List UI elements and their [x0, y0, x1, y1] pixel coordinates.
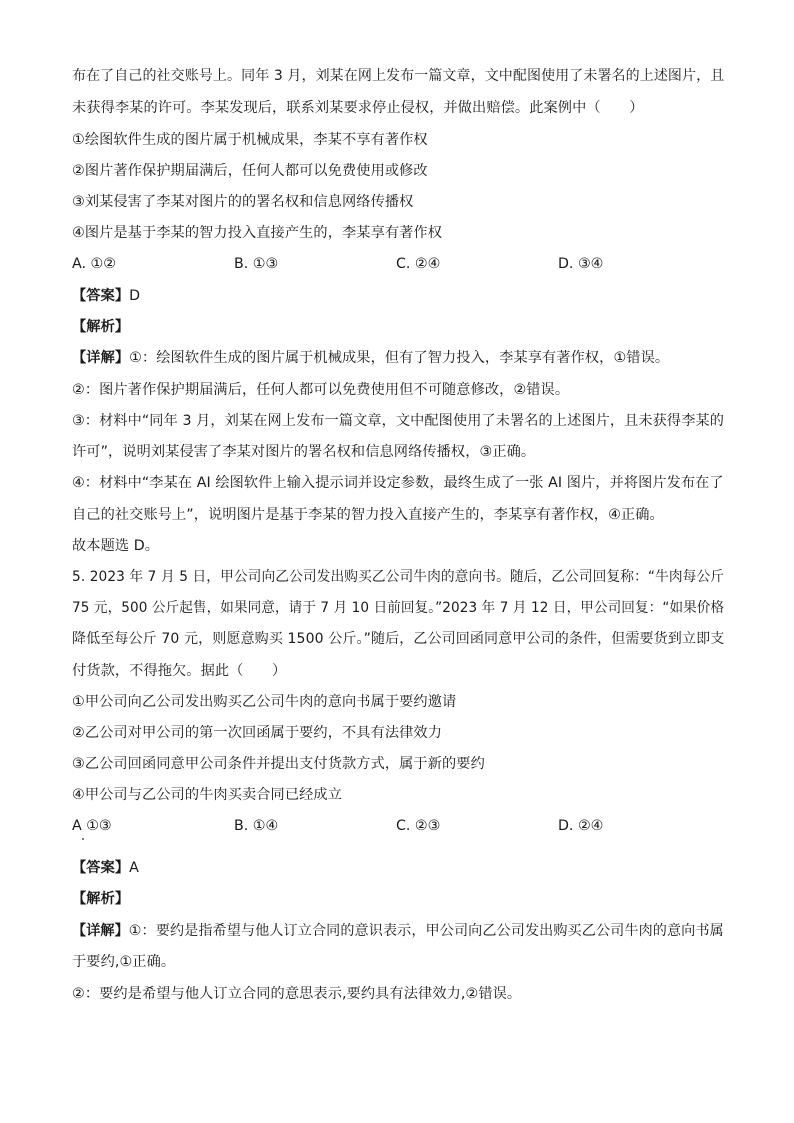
q5-detail-line-2: 于要约,①正确。 [72, 954, 176, 970]
stray-mark [82, 838, 84, 840]
q5-option-a: A ①③ [72, 818, 112, 834]
q4-analysis-label: 【解析】 [72, 319, 130, 335]
q4-analysis-tag [72, 317, 129, 337]
q4-detail-line-6: 自己的社交账号上”，说明图片是基于李某的智力投入直接产生的，李某享有著作权，④正确。 [72, 507, 664, 523]
q4-option-d: D. ③④ [558, 256, 604, 272]
q4-option-a: A. ①② [72, 256, 116, 272]
q4-stem-line-2: 未获得李某的许可。李某发现后，联系刘某要求停止侵权，并做出赔偿。此案例中（ ） [72, 100, 644, 116]
q4-statement-4: ④图片是基于李某的智力投入直接产生的，李某享有著作权 [72, 225, 443, 241]
q4-answer-value: D [129, 288, 141, 304]
q5-stem-line-1: 5. 2023 年 7 月 5 日，甲公司向乙公司发出购买乙公司牛肉的意向书。随后，乙公司回复称：“牛肉每公斤 [72, 569, 725, 585]
q5-answer [72, 858, 139, 878]
q5-statement-2: ②乙公司对甲公司的第一次回函属于要约，不具有法律效力 [72, 725, 443, 741]
q4-detail-text-1: ①：绘图软件生成的图片属于机械成果，但有了智力投入，李某享有著作权，①错误。 [129, 350, 670, 366]
q5-statement-3: ③乙公司回函同意甲公司条件并提出支付货款方式，属于新的要约 [72, 756, 485, 772]
q4-option-c: C. ②④ [396, 256, 441, 272]
q5-answer-value: A [129, 860, 139, 876]
q4-statement-1: ①绘图软件生成的图片属于机械成果，李某不享有著作权 [72, 132, 428, 148]
q5-detail-text-1: ①：要约是指希望与他人订立合同的意识表示，甲公司向乙公司发出购买乙公司牛肉的意向书属 [128, 923, 724, 939]
q5-option-b: B. ①④ [234, 818, 279, 834]
q5-answer-tag: 【答案】 [72, 860, 130, 876]
q5-stem-line-3: 降低至每公斤 70 元，则愿意购买 1500 公斤。”随后，乙公司回函同意甲公司的条件，但需要货到立即支 [72, 631, 725, 647]
q4-statement-3: ③刘某侵害了李某对图片的的署名权和信息网络传播权 [72, 194, 414, 210]
q5-statement-4: ④甲公司与乙公司的牛肉买卖合同已经成立 [72, 787, 342, 803]
q4-stem-line-1: 布在了自己的社交账号上。同年 3 月，刘某在网上发布一篇文章，文中配图使用了未署名的上述图片，且 [72, 68, 725, 84]
q5-detail-tag: 【详解】 [72, 923, 129, 939]
q4-statement-2: ②图片著作保护期届满后，任何人都可以免费使用或修改 [72, 163, 428, 179]
q5-detail-line-3: ②：要约是希望与他人订立合同的意思表示,要约具有法律效力,②错误。 [72, 986, 522, 1002]
q4-answer-tag: 【答案】 [72, 288, 130, 304]
q5-analysis-label: 【解析】 [72, 891, 130, 907]
q4-detail-line-1 [72, 348, 669, 368]
q4-detail-line-3: ③：材料中“同年 3 月，刘某在网上发布一篇文章，文中配图使用了未署名的上述图片，且未获得李某的 [72, 413, 725, 429]
q4-detail-line-4: 许可”，说明刘某侵害了李某对图片的署名权和信息网络传播权，③正确。 [72, 444, 536, 460]
q5-analysis-tag [72, 889, 129, 909]
q5-detail-line-1 [72, 921, 724, 941]
q4-detail-tag: 【详解】 [72, 350, 130, 366]
q5-stem-line-2: 75 元，500 公斤起售，如果同意，请于 7 月 10 日前回复。”2023 年 7 月 12 日，甲公司回复：“如果价格 [72, 600, 725, 616]
q4-detail-line-5: ④：材料中“李某在 AI 绘图软件上输入提示词并设定参数，最终生成了一张 AI 图片，并将图片发布在了 [72, 475, 724, 491]
q4-option-b: B. ①③ [234, 256, 279, 272]
q4-conclusion: 故本题选 D。 [72, 538, 160, 554]
q4-answer [72, 286, 140, 306]
q5-statement-1: ①甲公司向乙公司发出购买乙公司牛肉的意向书属于要约邀请 [72, 694, 457, 710]
q5-option-c: C. ②③ [396, 818, 441, 834]
q5-stem-line-4: 付货款，不得拖欠。据此（ ） [72, 663, 287, 679]
q4-detail-line-2: ②：图片著作保护期届满后，任何人都可以免费使用但不可随意修改，②错误。 [72, 382, 570, 398]
q5-option-d: D. ②④ [558, 818, 604, 834]
